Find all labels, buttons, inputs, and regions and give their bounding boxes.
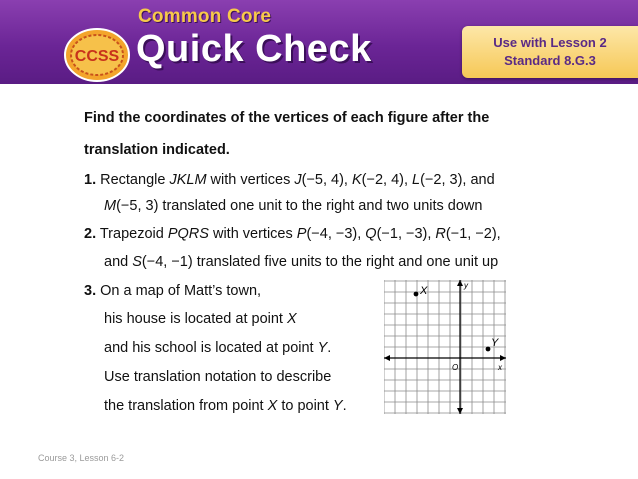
p2-and: and xyxy=(104,254,133,270)
p3-text-3: and his school is located at point xyxy=(104,340,318,356)
lesson-box xyxy=(462,26,638,78)
p1-coord-m: (−5, 3) translated one unit to the right and two units down xyxy=(116,198,483,214)
p2-coord-p: (−4, −3), xyxy=(306,226,366,242)
problem-3-line-1 xyxy=(84,283,261,299)
p2-vertex-s: S xyxy=(132,254,142,270)
ccss-logo-icon xyxy=(64,28,130,82)
p1-coord-l: (−2, 3), and xyxy=(420,172,495,188)
ccss-logo xyxy=(64,28,130,82)
p3-text-3b: . xyxy=(327,340,332,356)
p1-text-a: Rectangle xyxy=(96,172,170,188)
p3-text-2: his house is located at point xyxy=(104,311,287,327)
point-y-label: Y xyxy=(491,337,499,349)
problem-3-number: 3. xyxy=(84,283,97,299)
problem-2-number: 2. xyxy=(84,226,97,242)
problem-1-number: 1. xyxy=(84,172,97,188)
p2-vertex-p: P xyxy=(296,226,307,242)
p3-point-y: Y xyxy=(317,340,328,356)
p3-point-y-2: Y xyxy=(332,398,343,414)
problem-1-line-2 xyxy=(104,198,482,214)
p2-vertex-q: Q xyxy=(365,226,377,242)
p2-coord-s: (−4, −1) translated five units to the right and one unit up xyxy=(141,254,499,270)
brand-main: Quick Check xyxy=(136,28,372,70)
lesson-label: Use with Lesson 2 xyxy=(493,35,607,50)
p1-coord-k: (−2, 4), xyxy=(361,172,413,188)
point-x-label: X xyxy=(420,285,428,297)
point-y xyxy=(486,347,491,352)
p1-vertex-m: M xyxy=(104,198,117,214)
point-x xyxy=(414,292,419,297)
problem-3-line-3 xyxy=(104,340,331,356)
brand-top: Common Core xyxy=(138,6,272,27)
p3-text-1: On a map of Matt’s town, xyxy=(96,283,262,299)
p3-text-5a: the translation from point xyxy=(104,398,268,414)
logo-text: CCSS xyxy=(74,48,120,65)
coordinate-grid xyxy=(384,280,506,414)
p3-text-5b: to point xyxy=(277,398,333,414)
problem-1-line-1 xyxy=(84,172,495,188)
coordinate-grid-svg xyxy=(384,280,506,414)
x-axis-left-arrow-icon xyxy=(384,355,390,361)
p3-point-x: X xyxy=(286,311,297,327)
p2-coord-q: (−1, −3), xyxy=(376,226,436,242)
x-axis-label: x xyxy=(498,363,502,372)
header-banner xyxy=(0,0,638,84)
p3-text-5c: . xyxy=(342,398,347,414)
problem-2-line-1 xyxy=(84,226,501,242)
p2-coord-r: (−1, −2), xyxy=(445,226,501,242)
intro-line-1: Find the coordinates of the vertices of each figure after the xyxy=(84,110,490,126)
p2-figure-name: PQRS xyxy=(167,226,209,242)
p1-vertex-j: J xyxy=(294,172,302,188)
y-axis-label: y xyxy=(464,281,468,290)
problem-3-line-2 xyxy=(104,311,297,327)
problem-3-line-4: Use translation notation to describe xyxy=(104,369,332,385)
intro-line-2: translation indicated. xyxy=(84,142,230,158)
problem-2-line-2 xyxy=(104,254,498,270)
p1-vertex-k: K xyxy=(352,172,362,188)
p1-coord-j: (−5, 4), xyxy=(301,172,352,188)
p1-vertex-l: L xyxy=(412,172,421,188)
p2-text-a: Trapezoid xyxy=(96,226,168,242)
p1-text-b: with vertices xyxy=(206,172,295,188)
standard-label: Standard 8.G.3 xyxy=(504,53,596,68)
p1-figure-name: JKLM xyxy=(169,172,207,188)
problem-3-line-5 xyxy=(104,398,347,414)
origin-label: O xyxy=(452,363,459,372)
p2-text-b: with vertices xyxy=(208,226,297,242)
p2-vertex-r: R xyxy=(435,226,446,242)
p3-point-x-2: X xyxy=(267,398,278,414)
footer-course: Course 3, Lesson 6-2 xyxy=(38,453,125,463)
